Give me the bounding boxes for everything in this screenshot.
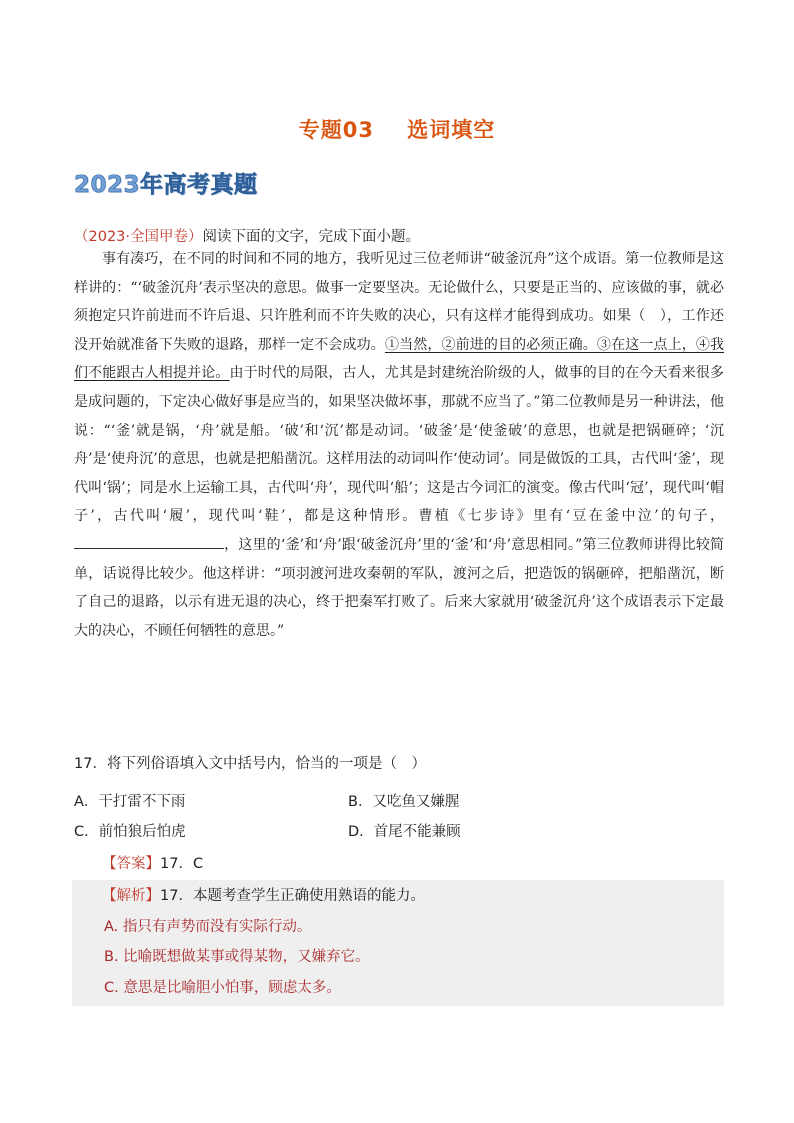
- passage-part-2: 由于时代的局限，古人，尤其是封建统治阶级的人，做事的目的在今天看来很多是成问题的，下定决心做好事是应当的，如果坚决做坏事，那就不应当了。”第二位教师是另一种讲法，他说：“‘釜’就是锅，‘舟’就是船。‘破’和‘沉’都是动词。‘破釜’是‘使釜破’的意思，也就是把锅砸碎；‘沉舟’是‘使舟沉’的意思，也就是把船凿沉。这样用法的动词叫作‘使动词’。同是做饭的工具，古代叫‘釜’，现代叫‘锅’；同是水上运输工具，古代叫‘舟’，现代叫‘船’；这是古今词汇的演变。像古代叫‘冠’，现代叫‘帽子’，古代叫‘履’，现代叫‘鞋’，都是这种情形。曹植《七步诗》里有‘豆在釜中泣’的句子，: [74, 365, 724, 525]
- question-stem: 17．将下列俗语填入文中括号内，恰当的一项是（ ）: [74, 756, 426, 772]
- question-source-line: [74, 225, 420, 246]
- analysis-item-c: C. 意思是比喻胆小怕事，顾虑太多。: [104, 980, 341, 996]
- reading-passage: [74, 245, 724, 645]
- passage-part-3: ，这里的‘釜’和‘舟’跟‘破釜沉舟’里的‘釜’和‘舟’意思相同。”第三位教师讲得比较简单，话说得比较少。他这样讲：“项羽渡河进攻秦朝的军队，渡河之后，把造饭的锅砸碎，把船凿沉，断了自己的退路，以示有进无退的决心，终于把秦军打败了。后来大家就用‘破釜沉舟’这个成语表示下定最大的决心，不顾任何牺牲的意思。”: [74, 536, 724, 639]
- analysis-item-a: A. 指只有声势而没有实际行动。: [104, 919, 312, 935]
- page-title: 专题03 选词填空: [298, 118, 496, 142]
- instruction-text: 阅读下面的文字，完成下面小题。: [202, 229, 421, 245]
- passage-underlined-sentence: ①当然，②前进的目的必须正确。③在这一点上，④我们不能跟古人相提并论。: [74, 336, 725, 382]
- option-b: B．又吃鱼又嫌腥: [348, 794, 460, 810]
- analysis-heading: [102, 884, 425, 905]
- option-a: A．干打雷不下雨: [74, 794, 186, 810]
- option-d: D．首尾不能兼顾: [348, 824, 461, 840]
- section-heading: 2023年高考真题: [74, 172, 258, 198]
- answer-line: [102, 852, 203, 873]
- analysis-tag: 【解析】: [102, 888, 160, 904]
- analysis-item-b: B. 比喻既想做某事或得某物，又嫌弃它。: [104, 949, 370, 965]
- analysis-box: [72, 880, 724, 1006]
- fill-in-blank: [74, 534, 224, 549]
- exam-source-label: （2023·全国甲卷）: [74, 229, 203, 245]
- answer-text: 17．C: [160, 856, 204, 872]
- option-c: C．前怕狼后怕虎: [74, 824, 186, 840]
- passage-part-1: 事有凑巧，在不同的时间和不同的地方，我听见过三位老师讲“破釜沉舟”这个成语。第一位教师是这样讲的：“‘破釜沉舟’表示坚决的意思。做事一定要坚决。无论做什么，只要是正当的、应该做的事，就必须抱定只许前进而不许后退、只许胜利而不许失败的决心，只有这样才能得到成功。如果（ ），工作还没开始就准备下失败的退路，那样一定不会成功。: [74, 251, 724, 353]
- answer-tag: 【答案】: [102, 856, 160, 872]
- analysis-text: 17．本题考查学生正确使用熟语的能力。: [160, 888, 425, 904]
